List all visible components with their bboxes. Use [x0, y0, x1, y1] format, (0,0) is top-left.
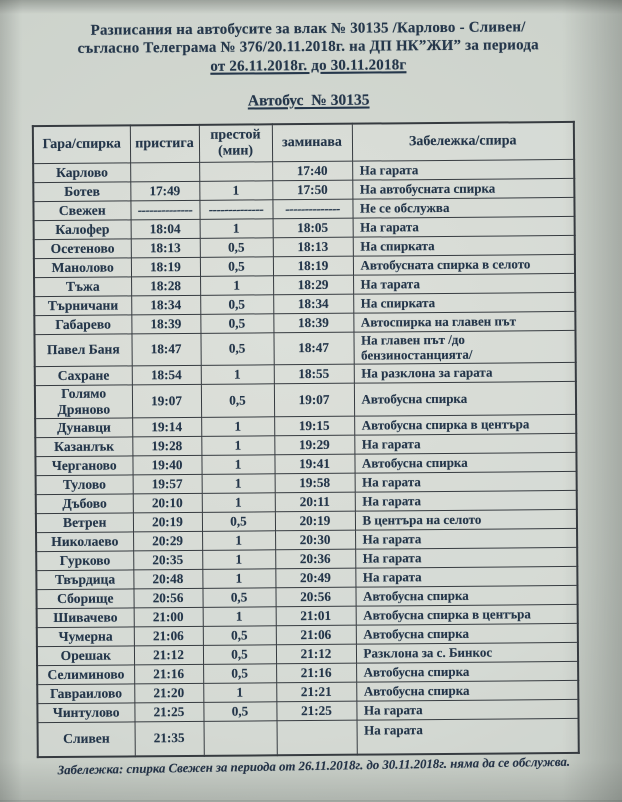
departure-cell: 17:40 — [272, 161, 352, 181]
remark-cell: На гарата — [355, 547, 577, 568]
station-cell: Шивачево — [37, 608, 134, 628]
dwell-cell — [199, 162, 272, 182]
departure-cell: 19:15 — [274, 416, 354, 436]
remark-cell: На гарата — [357, 718, 579, 754]
arrival-cell: 20:29 — [133, 531, 202, 551]
departure-cell: 18:29 — [273, 275, 353, 295]
arrival-cell: 18:28 — [131, 276, 200, 296]
dwell-cell: 1 — [200, 276, 273, 296]
remark-cell: На гарата — [354, 433, 576, 454]
arrival-cell: 21:25 — [134, 702, 203, 722]
arrival-cell — [130, 162, 199, 182]
dwell-cell: 0,5 — [202, 587, 275, 607]
station-cell: Сливен — [38, 722, 135, 757]
dwell-cell: 0,5 — [201, 383, 274, 417]
arrival-cell: 20:10 — [133, 493, 202, 513]
station-cell: Чинтулово — [37, 703, 134, 723]
arrival-cell: 19:40 — [132, 455, 201, 475]
dwell-cell: -------------- — [199, 200, 272, 220]
remark-cell: Автобусна спирка в центъра — [356, 604, 578, 625]
remark-cell: На спирката — [353, 292, 575, 313]
remark-cell: Автобусна спирка — [356, 623, 578, 644]
dwell-cell: 1 — [201, 454, 274, 474]
departure-cell: 19:29 — [274, 435, 354, 455]
station-cell: Ботев — [33, 182, 130, 202]
dwell-cell: 1 — [201, 435, 274, 455]
arrival-cell: 21:35 — [135, 721, 204, 756]
document-title — [0, 0, 619, 77]
remark-cell: Разклона за с. Бинкос — [356, 642, 578, 663]
column-header-remark: Забележка/спира — [352, 122, 574, 161]
departure-cell: 20:36 — [275, 549, 355, 569]
arrival-cell: 18:19 — [131, 257, 200, 277]
departure-cell: 18:05 — [273, 218, 353, 238]
dwell-cell: 1 — [202, 530, 275, 550]
dwell-cell: 1 — [202, 549, 275, 569]
table-row — [35, 381, 576, 418]
remark-cell: Автобусна спирка — [355, 585, 577, 606]
schedule-table — [32, 121, 580, 758]
remark-cell: Автобусна спирка — [356, 680, 578, 701]
dwell-cell: 1 — [202, 473, 275, 493]
departure-cell: 21:21 — [276, 682, 356, 702]
station-cell: Дунавци — [35, 418, 132, 438]
departure-cell: 20:30 — [275, 530, 355, 550]
remark-cell: Автобусна спирка — [356, 661, 578, 682]
arrival-cell: 20:56 — [133, 588, 202, 608]
arrival-cell: 19:07 — [132, 384, 201, 418]
remark-cell: На гарата — [353, 216, 575, 237]
arrival-cell: 18:13 — [131, 238, 200, 258]
arrival-cell: 18:39 — [131, 314, 200, 334]
remark-cell: На разклона за гарата — [354, 362, 576, 383]
departure-cell: 21:16 — [276, 663, 356, 683]
arrival-cell: 19:57 — [133, 474, 202, 494]
remark-cell: Автобусна спирка — [354, 452, 576, 473]
dwell-cell: 1 — [201, 416, 274, 436]
dwell-cell: 0,5 — [203, 644, 276, 664]
column-header-arrival: пристига — [130, 125, 199, 163]
station-cell: Голямо Дряново — [35, 384, 132, 418]
arrival-cell: 21:06 — [134, 626, 203, 646]
column-header-departure: заминава — [272, 124, 352, 162]
station-cell: Павел Баня — [34, 334, 131, 366]
dwell-cell: 0,5 — [203, 701, 276, 721]
remark-cell: На главен път /до бензиностанцията/ — [353, 330, 575, 363]
dwell-cell: 0,5 — [202, 511, 275, 531]
remark-cell: На гарата — [355, 528, 577, 549]
station-cell: Калофер — [34, 220, 131, 240]
schedule-table-header — [33, 122, 574, 164]
remark-cell: В центъра на селото — [355, 509, 577, 530]
station-cell: Сахране — [35, 365, 132, 385]
station-cell: Чумерна — [37, 627, 134, 647]
title-line-3-period: от 26.11.2018г. до 30.11.2018г — [210, 56, 407, 75]
dwell-cell — [204, 720, 277, 755]
station-cell: Орешак — [37, 646, 134, 666]
station-cell: Твърдица — [36, 570, 133, 590]
station-cell: Тулово — [36, 475, 133, 495]
departure-cell: 18:13 — [273, 237, 353, 257]
station-cell: Габарево — [34, 315, 131, 335]
remark-cell: Автобусната спирка в селото — [353, 254, 575, 275]
dwell-cell: 1 — [201, 364, 274, 384]
dwell-cell: 0,5 — [200, 257, 273, 277]
departure-cell: 18:39 — [273, 313, 353, 333]
arrival-cell: 21:00 — [134, 607, 203, 627]
dwell-cell: 1 — [202, 568, 275, 588]
departure-cell: 19:58 — [275, 473, 355, 493]
remark-cell: Автобусна спирка в центъра — [354, 414, 576, 435]
departure-cell — [277, 720, 357, 755]
departure-cell: 20:56 — [275, 587, 355, 607]
schedule-table-body — [33, 159, 579, 756]
station-cell: Карлово — [33, 163, 130, 183]
footnote: Забележка: спирка Свежен за периода от 26.11.2018г. до 30.11.2018г. няма да се обслужва. — [57, 754, 571, 777]
arrival-cell: 21:16 — [134, 664, 203, 684]
arrival-cell: 18:34 — [131, 295, 200, 315]
dwell-cell: 0,5 — [200, 333, 273, 365]
station-cell: Манолово — [34, 258, 131, 278]
column-header-station: Гара/спирка — [33, 125, 130, 163]
remark-cell: На гарата — [355, 471, 577, 492]
arrival-cell: 18:04 — [131, 219, 200, 239]
departure-cell: -------------- — [272, 199, 352, 219]
remark-cell: На гарата — [352, 159, 574, 180]
dwell-cell: 1 — [203, 682, 276, 702]
remark-cell: Автобусна спирка — [354, 381, 576, 416]
departure-cell: 20:19 — [275, 511, 355, 531]
departure-cell: 20:49 — [275, 568, 355, 588]
remark-cell: На гарата — [356, 699, 578, 720]
station-cell: Казанлък — [35, 437, 132, 457]
arrival-cell: 20:19 — [133, 512, 202, 532]
station-cell: Сборище — [36, 589, 133, 609]
arrival-cell: 19:28 — [132, 436, 201, 456]
station-cell: Гурково — [36, 551, 133, 571]
dwell-cell: 0,5 — [200, 238, 273, 258]
station-cell: Ветрен — [36, 513, 133, 533]
dwell-cell: 1 — [200, 219, 273, 239]
arrival-cell: 20:48 — [133, 569, 202, 589]
table-row — [34, 330, 575, 366]
column-header-dwell: престой (мин) — [199, 124, 272, 162]
station-cell: Свежен — [33, 201, 130, 221]
arrival-cell: 17:49 — [130, 181, 199, 201]
bus-number-heading: Автобус № 30135 — [247, 91, 370, 110]
station-cell: Тъжа — [34, 277, 131, 297]
remark-cell: На гарата — [355, 566, 577, 587]
arrival-cell: -------------- — [130, 200, 199, 220]
arrival-cell: 21:20 — [134, 683, 203, 703]
departure-cell: 20:11 — [275, 492, 355, 512]
station-cell: Селиминово — [37, 665, 134, 685]
dwell-cell: 0,5 — [203, 625, 276, 645]
departure-cell: 18:19 — [273, 256, 353, 276]
departure-cell: 21:06 — [276, 625, 356, 645]
station-cell: Николаево — [36, 532, 133, 552]
arrival-cell: 21:12 — [134, 645, 203, 665]
departure-cell: 21:01 — [276, 606, 356, 626]
station-cell: Дъбово — [36, 494, 133, 514]
remark-cell: На спирката — [353, 235, 575, 256]
departure-cell: 19:07 — [274, 383, 354, 417]
dwell-cell: 1 — [202, 492, 275, 512]
header-row — [33, 122, 574, 164]
station-cell: Гавраилово — [37, 684, 134, 704]
station-cell: Черганово — [35, 456, 132, 476]
dwell-cell: 1 — [203, 606, 276, 626]
arrival-cell: 19:14 — [132, 417, 201, 437]
station-cell: Търничани — [34, 296, 131, 316]
remark-cell: Автоспирка на главен път — [353, 311, 575, 332]
remark-cell: На гарата — [355, 490, 577, 511]
departure-cell: 18:55 — [274, 364, 354, 384]
station-cell: Осетеново — [34, 239, 131, 259]
remark-cell: На тарата — [353, 273, 575, 294]
dwell-cell: 0,5 — [203, 663, 276, 683]
arrival-cell: 18:54 — [132, 365, 201, 385]
arrival-cell: 18:47 — [131, 333, 200, 365]
departure-cell: 18:34 — [273, 294, 353, 314]
arrival-cell: 20:35 — [133, 550, 202, 570]
title-line-1: Разписания на автобусите за влак № 30135 /Карлово - Сливен/ — [90, 19, 526, 39]
departure-cell: 18:47 — [273, 332, 353, 364]
remark-cell: Не се обслужва — [352, 197, 574, 218]
departure-cell: 21:25 — [276, 701, 356, 721]
title-line-2: съгласно Телеграма № 376/20.11.2018г. на ДП НК”ЖИ” за периода — [77, 37, 539, 58]
remark-cell: На автобусната спирка — [352, 178, 574, 199]
departure-cell: 21:12 — [276, 644, 356, 664]
table-row — [38, 718, 579, 757]
dwell-cell: 1 — [199, 181, 272, 201]
departure-cell: 17:50 — [272, 180, 352, 200]
dwell-cell: 0,5 — [200, 314, 273, 334]
departure-cell: 19:41 — [274, 454, 354, 474]
dwell-cell: 0,5 — [200, 295, 273, 315]
